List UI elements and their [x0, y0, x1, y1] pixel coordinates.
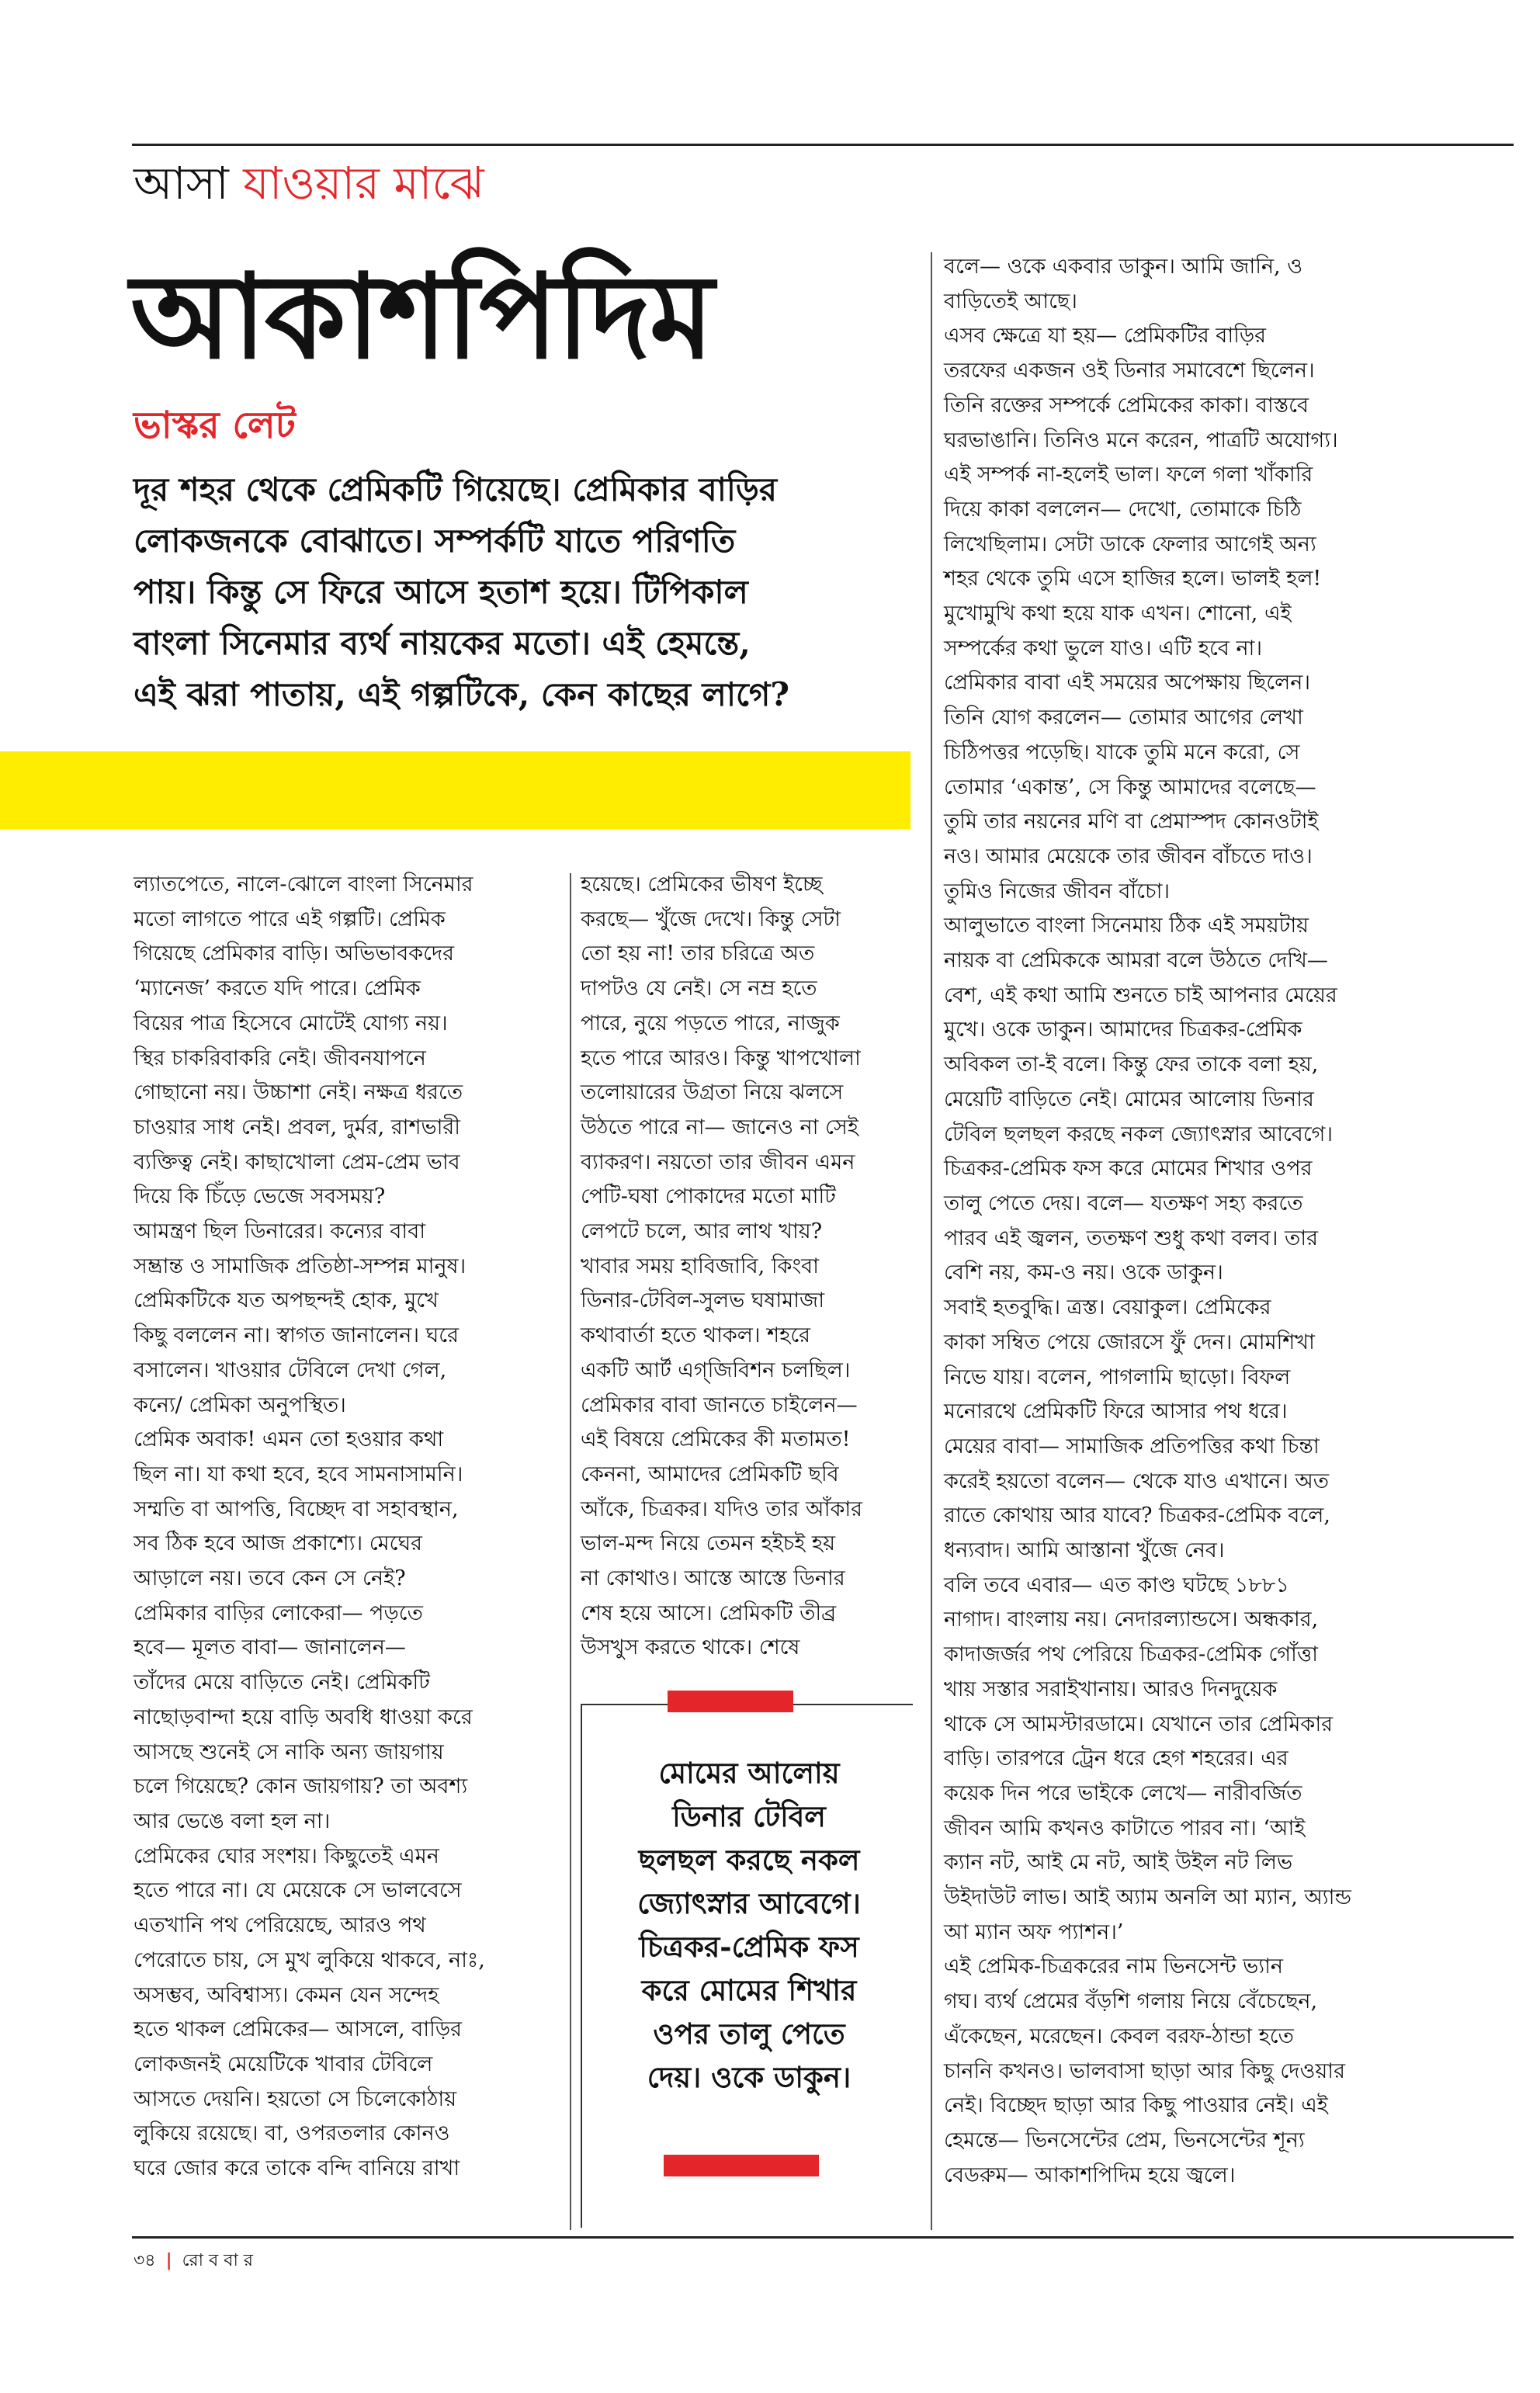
text-line: বিয়ের পাত্র হিসেবে মোটেই যোগ্য নয়। [134, 1011, 448, 1035]
text-line: তুমিও নিজের জীবন বাঁচো। [944, 879, 1171, 903]
headline: আকাশপিদিম [130, 248, 713, 385]
text-line: লোকজনই মেয়েটিকে খাবার টেবিলে [134, 2051, 433, 2076]
text-line: মেয়ের বাবা— সামাজিক প্রতিপত্তির কথা চিন্তা [944, 1434, 1320, 1458]
text-line: শেষ হয়ে আসে। প্রেমিকটি তীব্র [581, 1601, 837, 1625]
pullquote [590, 1751, 908, 2099]
text-line: চাননি কখনও। ভালবাসা ছাড়া আর কিছু দেওয়ার [944, 2058, 1345, 2083]
text-line: তিনি যোগ করলেন— তোমার আগের লেখা [944, 706, 1303, 730]
text-line: নও। আমার মেয়েকে তার জীবন বাঁচতে দাও। [944, 844, 1313, 869]
text-line: অসম্ভব, অবিশ্বাস্য। কেমন যেন সন্দেহ [134, 1982, 439, 2007]
text-line: মতো লাগতে পারে এই গল্পটি। প্রেমিক [134, 907, 446, 931]
text-line: রাতে কোথায় আর যাবে? চিত্রকর-প্রেমিক বলে, [944, 1503, 1330, 1528]
text-line: পায়। কিন্তু সে ফিরে আসে হতাশ হয়ে। টিপিকাল [134, 573, 748, 611]
text-line: ক্যান নট, আই মে নট, আই উইল নট লিভ [944, 1850, 1293, 1875]
text-line: ল্যাতপেতে, নালে-ঝোলে বাংলা সিনেমার [134, 872, 473, 897]
text-line: কিছু বললেন না। স্বাগত জানালেন। ঘরে [134, 1323, 459, 1348]
text-line: ঘরভাঙানি। তিনিও মনে করেন, পাত্রটি অযোগ্য। [944, 428, 1338, 453]
text-line: কথাবার্তা হতে থাকল। শহরে [581, 1323, 811, 1348]
article-column-middle [581, 868, 914, 1666]
text-line: আড়ালে নয়। তবে কেন সে নেই? [134, 1566, 406, 1591]
text-line: এসব ক্ষেত্রে যা হয়— প্রেমিকটির বাড়ির [944, 324, 1267, 349]
text-line: দিয়ে কি চিঁড়ে ভেজে সবসময়? [134, 1184, 386, 1209]
text-line: সম্ভ্রান্ত ও সামাজিক প্রতিষ্ঠা-সম্পন্ন মানুষ। [134, 1254, 467, 1278]
footer-separator: | [165, 2250, 172, 2270]
text-line: এই সম্পর্ক না-হলেই ভাল। ফলে গলা খাঁকারি [944, 463, 1313, 487]
text-line: উসখুস করতে থাকে। শেষে [581, 1635, 800, 1660]
text-line: সম্মতি বা আপত্তি, বিচ্ছেদ বা সহাবস্থান, [134, 1496, 459, 1521]
text-line: এই বিষয়ে প্রেমিকের কী মতামত! [581, 1427, 851, 1452]
text-line: খাবার সময় হাবিজাবি, কিংবা [581, 1254, 819, 1278]
text-line: মোমের আলোয় [658, 1756, 840, 1790]
text-line: নায়ক বা প্রেমিককে আমরা বলে উঠতে দেখি— [944, 949, 1328, 973]
text-line: বেশি নয়, কম-ও নয়। ওকে ডাকুন। [944, 1261, 1223, 1285]
text-line: আ ম্যান অফ প্যাশন।’ [944, 1920, 1124, 1944]
text-line: এই ঝরা পাতায়, এই গল্পটিকে, কেন কাছের লাগে? [134, 675, 790, 713]
text-line: হবে— মূলত বাবা— জানালেন— [134, 1635, 406, 1660]
text-line: করছে— খুঁজে দেখে। কিন্তু সেটা [581, 907, 841, 931]
text-line: তো হয় না! তার চরিত্রে অত [581, 942, 815, 966]
text-line: সব ঠিক হবে আজ প্রকাশ্যে। মেঘের [134, 1531, 423, 1556]
pullquote-red-bar-bottom [664, 2155, 819, 2176]
page-number: ৩৪ [134, 2251, 156, 2270]
text-line: প্রেমিকার বাবা এই সময়ের অপেক্ষায় ছিলেন। [944, 671, 1311, 695]
text-line: না কোথাও। আস্তে আস্তে ডিনার [581, 1566, 845, 1591]
yellow-band [0, 751, 910, 829]
text-line: হতে পারে আরও। কিন্তু খাপখোলা [581, 1046, 861, 1070]
text-line: কন্যে/ প্রেমিকা অনুপস্থিত। [134, 1392, 346, 1417]
text-line: আর ভেঙে বলা হল না। [134, 1809, 331, 1833]
text-line: হয়েছে। প্রেমিকের ভীষণ ইচ্ছে [581, 872, 823, 897]
text-line: তরফের একজন ওই ডিনার সমাবেশে ছিলেন। [944, 359, 1315, 383]
text-line: বসালেন। খাওয়ার টেবিলে দেখা গেল, [134, 1358, 447, 1382]
text-line: তোমার ‘একান্ত’, সে কিন্তু আমাদের বলেছে— [944, 775, 1316, 799]
text-line: বেডরুম— আকাশপিদিম হয়ে জ্বলে। [944, 2162, 1236, 2187]
magazine-name: রো ব বা র [182, 2251, 253, 2270]
text-line: মুখে। ওকে ডাকুন। আমাদের চিত্রকর-প্রেমিক [944, 1018, 1302, 1042]
text-line: চাওয়ার সাধ নেই। প্রবল, দুর্মর, রাশভারী [134, 1115, 461, 1139]
text-line: ‘ম্যানেজ’ করতে যদি পারে। প্রেমিক [134, 976, 421, 1001]
article-column-right [944, 250, 1514, 2193]
text-line: চিঠিপত্তর পড়েছি। যাকে তুমি মনে করো, সে [944, 740, 1300, 765]
text-line: আসছে শুনেই সে নাকি অন্য জায়গায় [134, 1739, 444, 1764]
text-line: গঘ। ব্যর্থ প্রেমের বঁড়শি গলায় নিয়ে বেঁচেছেন, [944, 1989, 1318, 2014]
text-line: ছলছল করছে নকল [638, 1843, 860, 1877]
article-column-left [134, 868, 553, 2187]
top-rule [132, 144, 1514, 146]
text-line: আমন্ত্রণ ছিল ডিনারের। কন্যের বাবা [134, 1219, 426, 1244]
text-line: চিত্রকর-প্রেমিক ফস করে মোমের শিখার ওপর [944, 1157, 1313, 1181]
page-footer [134, 2247, 253, 2276]
text-line: ধন্যবাদ। আমি আস্তানা খুঁজে নেব। [944, 1538, 1225, 1563]
text-line: দেয়। ওকে ডাকুন। [647, 2060, 852, 2094]
intro-deck [134, 464, 910, 720]
text-line: কাদাজর্জর পথ পেরিয়ে চিত্রকর-প্রেমিক গোঁত্তা [944, 1642, 1318, 1667]
text-line: বেশ, এই কথা আমি শুনতে চাই আপনার মেয়ের [944, 983, 1337, 1007]
column-divider-2 [931, 252, 932, 2230]
text-line: ব্যাকরণ। নয়তো তার জীবন এমন [581, 1150, 855, 1174]
text-line: নাগাদ। বাংলায় নয়। নেদারল্যান্ডসে। অন্ধকার, [944, 1607, 1319, 1632]
text-line: কেননা, আমাদের প্রেমিকটি ছবি [581, 1462, 839, 1486]
text-line: প্রেমিকের ঘোর সংশয়। কিছুতেই এমন [134, 1843, 439, 1868]
text-line: বাড়িতেই আছে। [944, 289, 1077, 314]
text-line: ব্যক্তিত্ব নেই। কাছাখোলা প্রেম-প্রেম ভাব [134, 1150, 460, 1174]
text-line: লুকিয়ে রয়েছে। বা, ওপরতলার কোনও [134, 2121, 450, 2146]
text-line: মেয়েটি বাড়িতে নেই। মোমের আলোয় ডিনার [944, 1087, 1314, 1112]
section-label-part2: যাওয়ার মাঝে [243, 157, 484, 210]
text-line: তাঁদের মেয়ে বাড়িতে নেই। প্রেমিকটি [134, 1670, 430, 1695]
text-line: একটি আর্ট এগ্‌জিবিশন চলছিল। [581, 1358, 851, 1382]
text-line: বাংলা সিনেমার ব্যর্থ নায়কের মতো। এই হেমন্তে, [134, 624, 751, 662]
text-line: চিত্রকর-প্রেমিক ফস [639, 1930, 859, 1964]
text-line: পারে, নুয়ে পড়তে পারে, নাজুক [581, 1011, 840, 1035]
text-line: পেরোতে চায়, সে মুখ লুকিয়ে থাকবে, নাঃ, [134, 1947, 485, 1972]
text-line: তিনি রক্তের সম্পর্কে প্রেমিকের কাকা। বাস্তবে [944, 393, 1309, 418]
text-line: স্থির চাকরিবাকরি নেই। জীবনযাপনে [134, 1046, 426, 1070]
text-line: নিভে যায়। বলেন, পাগলামি ছাড়ো। বিফল [944, 1365, 1291, 1389]
text-line: নেই। বিচ্ছেদ ছাড়া আর কিছু পাওয়ার নেই। এই [944, 2093, 1328, 2118]
text-line: হতে পারে না। যে মেয়েকে সে ভালবেসে [134, 1878, 462, 1903]
text-line: মুখোমুখি কথা হয়ে যাক এখন। শোনো, এই [944, 602, 1292, 626]
text-line: পেটি-ঘষা পোকাদের মতো মাটি [581, 1184, 836, 1209]
text-line: লোকজনকে বোঝাতে। সম্পর্কটি যাতে পরিণতি [134, 522, 736, 560]
text-line: তলোয়ারের উগ্রতা নিয়ে ঝলসে [581, 1080, 844, 1105]
text-line: প্রেমিকার বাড়ির লোকেরা— পড়তে [134, 1601, 423, 1625]
text-line: উঠতে পারে না— জানেও না সেই [581, 1115, 858, 1139]
text-line: শহর থেকে তুমি এসে হাজির হলে। ভালই হল! [944, 567, 1322, 591]
text-line: লিখেছিলাম। সেটা ডাকে ফেলার আগেই অন্য [944, 532, 1316, 557]
text-line: তুমি তার নয়নের মণি বা প্রেমাস্পদ কোনওটাই [944, 810, 1319, 834]
text-line: গিয়েছে প্রেমিকার বাড়ি। অভিভাবকদের [134, 942, 455, 966]
text-line: উইদাউট লাভ। আই অ্যাম অনলি আ ম্যান, অ্যান্ড [944, 1885, 1351, 1910]
text-line: খায় সস্তার সরাইখানায়। আরও দিনদুয়েক [944, 1677, 1278, 1701]
text-line: এতখানি পথ পেরিয়েছে, আরও পথ [134, 1913, 426, 1938]
text-line: ওপর তালু পেতে [653, 2017, 845, 2051]
text-line: করে মোমের শিখার [641, 1973, 857, 2007]
text-line: থাকে সে আমস্টারডামে। যেখানে তার প্রেমিকার [944, 1712, 1333, 1736]
text-line: হেমন্তে— ভিনসেন্টের প্রেম, ভিনসেন্টের শূন্য [944, 2128, 1305, 2152]
text-line: বলি তবে এবার— এত কাণ্ড ঘটছে ১৮৮১ [944, 1573, 1289, 1597]
text-line: সম্পর্কের কথা ভুলে যাও। এটি হবে না। [944, 636, 1263, 661]
text-line: প্রেমিকার বাবা জানতে চাইলেন— [581, 1392, 858, 1417]
text-line: প্রেমিকটিকে যত অপছন্দই হোক, মুখে [134, 1288, 439, 1313]
text-line: তালু পেতে দেয়। বলে— যতক্ষণ সহ্য করতে [944, 1191, 1303, 1216]
text-line: মনোরথে প্রেমিকটি ফিরে আসার পথ ধরে। [944, 1399, 1288, 1424]
text-line: এই প্রেমিক-চিত্রকরের নাম ভিনসেন্ট ভ্যান [944, 1954, 1284, 1979]
text-line: দূর শহর থেকে প্রেমিকটি গিয়েছে। প্রেমিকার বাড়ির [134, 470, 777, 508]
section-label [134, 159, 484, 209]
text-line: কয়েক দিন পরে ভাইকে লেখে— নারীবর্জিত [944, 1781, 1302, 1805]
text-line: ভাল-মন্দ নিয়ে তেমন হইচই হয় [581, 1531, 836, 1556]
column-divider-1 [570, 873, 571, 2230]
text-line: দিয়ে কাকা বললেন— দেখো, তোমাকে চিঠি [944, 497, 1302, 522]
text-line: জ্যোৎস্নার আবেগে। [637, 1886, 861, 1920]
text-line: করেই হয়তো বলেন— থেকে যাও এখানে। অত [944, 1469, 1330, 1493]
text-line: আলুভাতে বাংলা সিনেমায় ঠিক এই সময়টায় [944, 914, 1309, 938]
text-line: প্রেমিক অবাক! এমন তো হওয়ার কথা [134, 1427, 444, 1452]
text-line: নাছোড়বান্দা হয়ে বাড়ি অবধি ধাওয়া করে [134, 1705, 473, 1729]
text-line: আঁকে, চিত্রকর। যদিও তার আঁকার [581, 1496, 863, 1521]
text-line: পারব এই জ্বলন, ততক্ষণ শুধু কথা বলব। তার [944, 1226, 1318, 1250]
pullquote-red-bar-top [668, 1691, 793, 1712]
text-line: জীবন আমি কখনও কাটাতে পারব না। ‘আই [944, 1816, 1306, 1840]
text-line: কাকা সম্বিত পেয়ে জোরসে ফুঁ দেন। মোমশিখা [944, 1330, 1315, 1354]
byline: ভাস্কর লেট [134, 404, 296, 447]
text-line: সবাই হতবুদ্ধি। ত্রস্ত। বেয়াকুল। প্রেমিকের [944, 1295, 1271, 1320]
text-line: আসতে দেয়নি। হয়তো সে চিলেকোঠায় [134, 2086, 457, 2111]
text-line: ডিনার-টেবিল-সুলভ ঘষামাজা [581, 1288, 825, 1313]
text-line: ছিল না। যা কথা হবে, হবে সামনাসামনি। [134, 1462, 463, 1486]
text-line: অবিকল তা-ই বলে। কিন্তু ফের তাকে বলা হয়, [944, 1053, 1319, 1077]
text-line: দাপটও যে নেই। সে নম্র হতে [581, 976, 817, 1001]
text-line: চলে গিয়েছে? কোন জায়গায়? তা অবশ্য [134, 1774, 468, 1799]
section-label-part1: আসা [134, 157, 244, 210]
text-line: গোছানো নয়। উচ্চাশা নেই। নক্ষত্র ধরতে [134, 1080, 463, 1105]
text-line: বাড়ি। তারপরে ট্রেন ধরে হেগ শহরের। এর [944, 1746, 1289, 1771]
text-line: বলে— ওকে একবার ডাকুন। আমি জানি, ও [944, 255, 1303, 279]
text-line: হতে থাকল প্রেমিকের— আসলে, বাড়ির [134, 2017, 462, 2042]
text-line: ঘরে জোর করে তাকে বন্দি বানিয়ে রাখা [134, 2156, 460, 2181]
text-line: এঁকেছেন, মরেছেন। কেবল বরফ-ঠান্ডা হতে [944, 2024, 1294, 2048]
text-line: ডিনার টেবিল [672, 1799, 826, 1833]
bottom-rule [132, 2236, 1514, 2239]
text-line: টেবিল ছলছল করছে নকল জ্যোৎস্নার আবেগে। [944, 1122, 1334, 1146]
text-line: লেপটে চলে, আর লাথ খায়? [581, 1219, 823, 1244]
